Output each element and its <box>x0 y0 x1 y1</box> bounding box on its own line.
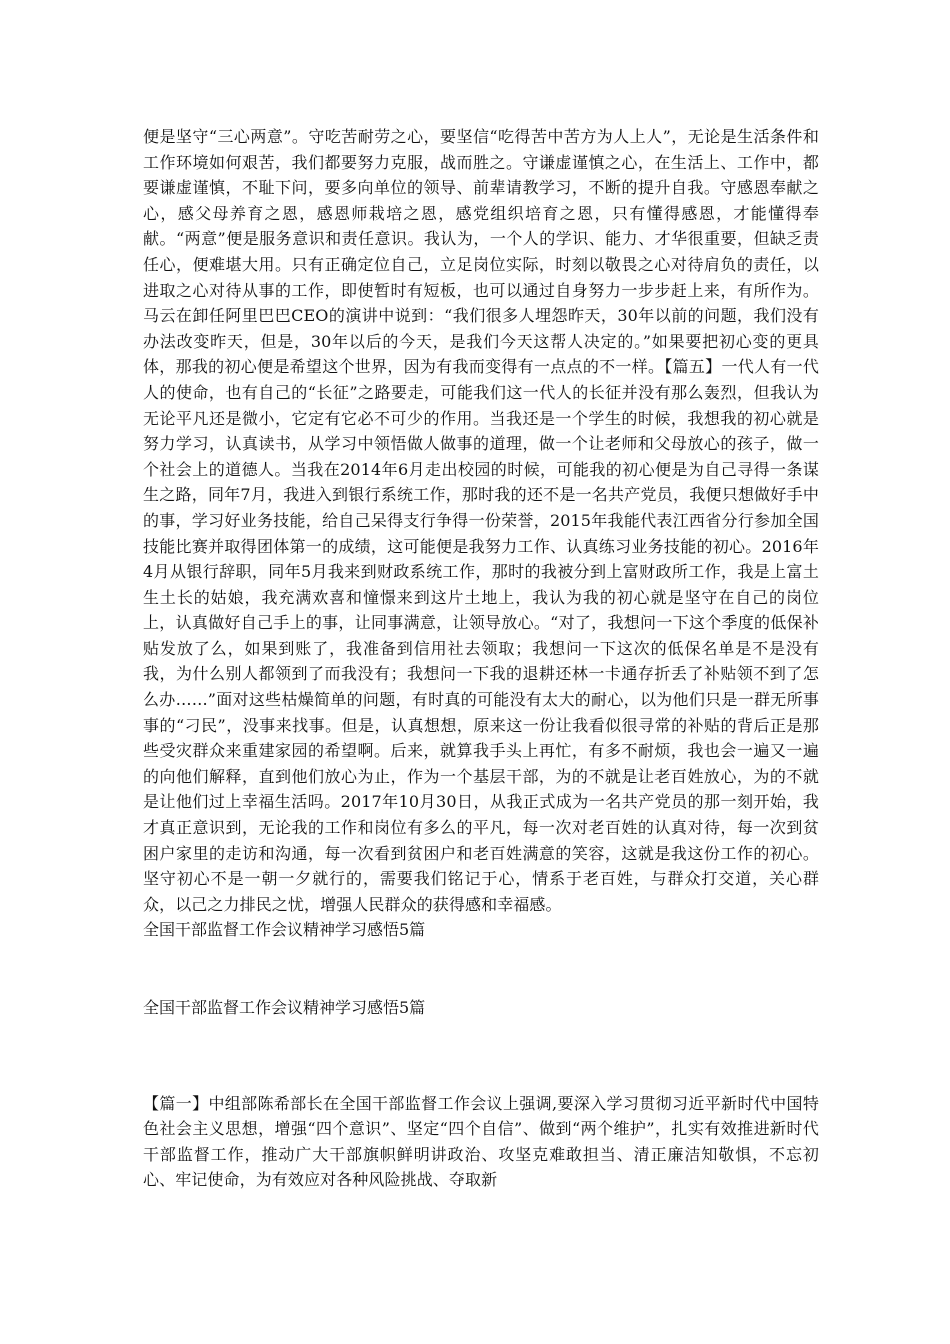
body-paragraph-2: 【篇一】中组部陈希部长在全国干部监督工作会议上强调,要深入学习贯彻习近平新时代中国特色社会主义思想，增强“四个意识”、坚定“四个自信”、做到“两个维护”，扎实有效推进新时代干部监督工作，推动广大干部旗帜鲜明讲政治、攻坚克难敢担当、清正廉洁知敬惧，不忘初心、牢记使命，为有效应对各种风险挑战、夺取新 <box>143 1093 819 1190</box>
document-page <box>143 124 819 1193</box>
spacer <box>143 1021 819 1091</box>
spacer <box>143 943 819 995</box>
body-paragraph-1: 便是坚守“三心两意”。守吃苦耐劳之心，要坚信“吃得苦中苦方为人上人”，无论是生活条件和工作环境如何艰苦，我们都要努力克服，战而胜之。守谦虚谨慎之心，在生活上、工作中，都要谦虚谨慎，不耻下问，要多向单位的领导、前辈请教学习，不断的提升自我。守感恩奉献之心，感父母养育之恩，感恩师栽培之恩，感党组织培育之恩，只有懂得感恩，才能懂得奉献。“两意”便是服务意识和责任意识。我认为，一个人的学识、能力、才华很重要，但缺乏责任心，便难堪大用。只有正确定位自己，立足岗位实际，时刻以敬畏之心对待肩负的责任，以进取之心对待从事的工作，即使暂时有短板，也可以通过自身努力一步步赶上来，有所作为。马云在卸任阿里巴巴CEO的演讲中说到：“我们很多人埋怨昨天，30年以前的问题，我们没有办法改变昨天，但是，30年以后的今天，是我们今天这帮人决定的。”如果要把初心变的更具体，那我的初心便是希望这个世界，因为有我而变得有一点点的不一样。【篇五】一代人有一代人的使命，也有自己的“长征”之路要走，可能我们这一代人的长征并没有那么轰烈，但我认为无论平凡还是微小，它定有它必不可少的作用。当我还是一个学生的时候，我想我的初心就是努力学习，认真读书，从学习中领悟做人做事的道理，做一个让老师和父母放心的孩子，做一个社会上的道德人。当我在2014年6月走出校园的时候，可能我的初心便是为自己寻得一条谋生之路，同年7月，我进入到银行系统工作，那时我的还不是一名共产党员，我便只想做好手中的事，学习好业务技能，给自己呆得支行争得一份荣誉，2015年我能代表江西省分行参加全国技能比赛并取得团体第一的成绩，这可能便是我努力工作、认真练习业务技能的初心。2016年4月从银行辞职，同年5月我来到财政系统工作，那时的我被分到上富财政所工作，我是上富土生土长的姑娘，我充满欢喜和憧憬来到这片土地上，我认为我的初心就是坚守在自己的岗位上，认真做好自己手上的事，让同事满意，让领导放心。“对了，我想问一下这个季度的低保补贴发放了么，如果到账了，我准备到信用社去领取；我想问一下这次的低保名单是不是没有我，为什么别人都领到了而我没有；我想问一下我的退耕还林一卡通存折丢了补贴领不到了怎么办……”面对这些枯燥简单的问题，有时真的可能没有太大的耐心，以为他们只是一群无所事事的“刁民”，没事来找事。但是，认真想想，原来这一份让我看似很寻常的补贴的背后正是那些受灾群众来重建家园的希望啊。后来，就算我手头上再忙，有多不耐烦，我也会一遍又一遍的向他们解释，直到他们放心为止，作为一个基层干部，为的不就是让老百姓放心，为的不就是让他们过上幸福生活吗。2017年10月30日，从我正式成为一名共产党员的那一刻开始，我才真正意识到，无论我的工作和岗位有多么的平凡，每一次对老百姓的认真对待，每一次到贫困户家里的走访和沟通，每一次看到贫困户和老百姓满意的笑容，这就是我这份工作的初心。坚守初心不是一朝一夕就行的，需要我们铭记于心，情系于老百姓，与群众打交道，关心群众，以己之力排民之忧，增强人民群众的获得感和幸福感。 <box>143 127 819 914</box>
document-title-line-1: 全国干部监督工作会议精神学习感悟5篇 <box>143 920 426 940</box>
document-title-line-2: 全国干部监督工作会议精神学习感悟5篇 <box>143 998 426 1017</box>
